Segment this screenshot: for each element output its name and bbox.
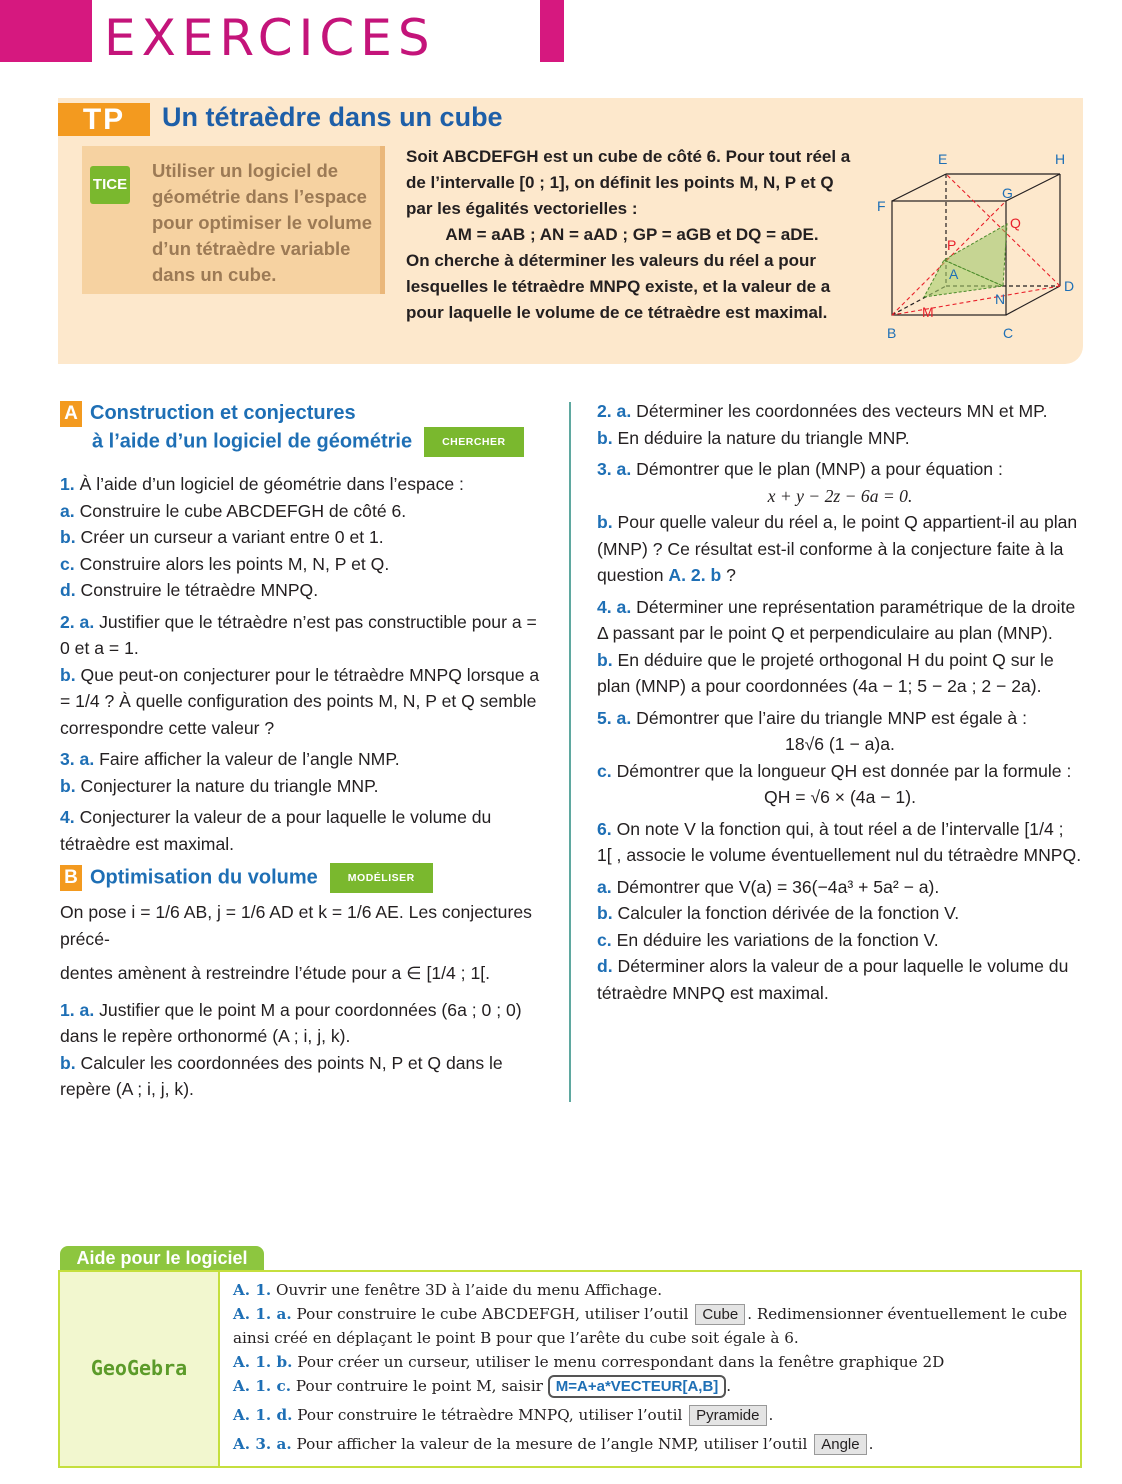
label-E: E <box>938 151 948 167</box>
q-b1b-text: Calculer les coordonnées des points N, P et Q dans le repère (A ; i, j, k). <box>60 1052 503 1099</box>
q-a2b-num: b. <box>60 664 76 685</box>
q-a2b-text: Que peut-on conjecturer pour le tétraèdre MNPQ lorsque a = 1/4 ? À quelle configuration des points M, N, P et Q semble correspondre cette valeur ? <box>60 664 540 738</box>
plane-equation: x + y − 2z − 6a = 0. <box>767 485 913 506</box>
chercher-tag: CHERCHER <box>424 427 524 457</box>
label-F: F <box>877 198 886 214</box>
q-b6c-text: En déduire les variations de la fonction V. <box>616 929 939 950</box>
q-b5c-text: Démontrer que la longueur QH est donnée par la formule : <box>616 760 1072 781</box>
help-text: Pour créer un curseur, utiliser le menu correspondant dans la fenêtre graphique 2D <box>297 1353 945 1371</box>
header-end-bar <box>540 0 564 62</box>
area-formula: 18√6 (1 − a)a. <box>785 734 895 754</box>
q-a3a-text: Faire afficher la valeur de l’angle NMP. <box>99 749 400 769</box>
help-ref: A. 1. c. <box>233 1377 292 1395</box>
q-b3b-end: ? <box>721 565 736 585</box>
q-a1c-text: Construire alors les points M, N, P et Q. <box>79 553 390 574</box>
label-M: M <box>922 304 934 320</box>
q-a3b-num: b. <box>60 775 76 796</box>
q-a2a-num: 2. a. <box>60 611 95 632</box>
q-b2a-num: 2. a. <box>597 401 632 421</box>
q-b3b-num: b. <box>597 512 613 532</box>
cube-figure <box>872 146 1082 346</box>
section-b-intro-2: dentes amènent à restreindre l’étude pour a ∈ [1/4 ; 1[. <box>60 963 491 983</box>
q-b4a-text: Déterminer une représentation paramétrique de la droite Δ passant par le point Q et perpendiculaire au plan (MNP). <box>597 596 1076 643</box>
q-b6-text: On note V la fonction qui, à tout réel a de l’intervalle [1/4 ; 1[ , associe le volume éventuellement nul du tétraèdre MNPQ. <box>597 818 1082 865</box>
q-a4-text: Conjecturer la valeur de a pour laquelle le volume du tétraèdre est maximal. <box>60 807 492 854</box>
q-b5a-num: 5. a. <box>597 707 632 728</box>
section-b-heading <box>60 863 546 893</box>
cube-tool-button[interactable]: Cube <box>695 1304 745 1325</box>
section-b-intro-1: On pose i = 1/6 AB, j = 1/6 AD et k = 1/6 AE. Les conjectures précé- <box>60 902 532 949</box>
q-b6b-num: b. <box>597 903 613 923</box>
tp-badge: TP <box>58 103 150 136</box>
q-b5a-text: Démontrer que l’aire du triangle MNP est égale à : <box>636 707 1027 728</box>
tp-title: Un tétraèdre dans un cube <box>162 102 503 132</box>
q-b6c-num: c. <box>597 929 612 950</box>
help-text: . Redimensionner éventuellement le cube ainsi créé en déplaçant le point B pour que l’arête du cube soit égale à 6. <box>233 1305 1068 1347</box>
help-text: Pour contruire le point M, saisir <box>295 1377 543 1395</box>
q-b6d-text: Déterminer alors la valeur de a pour laquelle le volume du tétraèdre MNPQ est maximal. <box>597 956 1069 1003</box>
left-column <box>60 400 546 1103</box>
header-color-bar <box>0 0 92 62</box>
label-P: P <box>947 237 957 253</box>
section-a-title-line2: à l’aide d’un logiciel de géométrie <box>92 430 413 453</box>
tp-statement <box>406 144 858 326</box>
label-D: D <box>1064 278 1075 294</box>
q-b4b-num: b. <box>597 649 613 670</box>
q-b2b-num: b. <box>597 427 613 448</box>
q-b6a-text: Démontrer que V(a) = 36(−4a³ + 5a² − a). <box>616 876 940 897</box>
help-text: Pour afficher la valeur de la mesure de l’angle NMP, utiliser l’outil <box>296 1435 808 1453</box>
help-text: . <box>726 1377 732 1395</box>
q-b1b-num: b. <box>60 1052 76 1073</box>
q-a1-text: À l’aide d’un logiciel de géométrie dans l’espace : <box>79 474 464 494</box>
label-H: H <box>1055 151 1066 167</box>
label-N: N <box>995 291 1006 307</box>
q-b4b-text: En déduire que le projeté orthogonal H du point Q sur le plan (MNP) a pour coordonnées (4a − 1; 5 − 2a ; 2 − 2a). <box>597 649 1054 696</box>
q-a1-num: 1. <box>60 474 75 494</box>
q-a1a-text: Construire le cube ABCDEFGH de côté 6. <box>79 500 407 521</box>
help-ref: A. 1. b. <box>233 1353 293 1371</box>
help-text: Pour construire le tétraèdre MNPQ, utiliser l’outil <box>297 1406 683 1424</box>
statement-equalities: AM = aAB ; AN = aAD ; GP = aGB et DQ = aDE. <box>445 225 819 244</box>
q-a4-num: 4. <box>60 807 75 827</box>
pyramid-tool-button[interactable]: Pyramide <box>689 1405 766 1426</box>
q-a2a-text: Justifier que le tétraèdre n’est pas constructible pour a = 0 et a = 1. <box>60 611 537 658</box>
q-b1a-text: Justifier que le point M a pour coordonnées (6a ; 0 ; 0) dans le repère orthonormé (A ; i, j, k). <box>60 999 522 1046</box>
section-a-heading <box>60 400 546 427</box>
q-b6d-num: d. <box>597 956 613 976</box>
q-b6a-num: a. <box>597 876 612 897</box>
q-a1d-text: Construire le tétraèdre MNPQ. <box>80 580 319 600</box>
modeliser-tag: MODÉLISER <box>330 863 433 893</box>
q-a1b-text: Créer un curseur a variant entre 0 et 1. <box>80 527 384 547</box>
help-ref: A. 1. a. <box>233 1305 292 1323</box>
q-a1b-num: b. <box>60 527 76 547</box>
section-a-title-line1: Construction et conjectures <box>90 402 356 424</box>
help-tab: Aide pour le logiciel <box>60 1246 264 1270</box>
help-ref: A. 1. <box>233 1281 272 1299</box>
section-a-letter: A <box>60 401 82 427</box>
help-text: Pour construire le cube ABCDEFGH, utiliser l’outil <box>296 1305 689 1323</box>
q-b6-num: 6. <box>597 818 612 839</box>
q-b3a-num: 3. a. <box>597 459 632 479</box>
q-a1c-num: c. <box>60 553 75 574</box>
label-Q: Q <box>1010 215 1021 231</box>
tice-icon: TICE <box>90 166 130 204</box>
tice-objective: Utiliser un logiciel de géométrie dans l’espace pour optimiser le volume d’un tétraèdre variable dans un cube. <box>152 160 372 285</box>
statement-goal: On cherche à déterminer les valeurs du réel a pour lesquelles le tétraèdre MNPQ existe, et la valeur de a pour laquelle le volume de ce tétraèdre est maximal. <box>406 251 831 322</box>
help-text: Ouvrir une fenêtre 3D à l’aide du menu Affichage. <box>276 1281 663 1299</box>
help-text: . <box>768 1406 774 1424</box>
q-b1a-num: 1. a. <box>60 999 95 1020</box>
section-b-title: Optimisation du volume <box>90 866 318 889</box>
label-B: B <box>887 325 897 341</box>
q-b4a-num: 4. a. <box>597 596 632 617</box>
section-a-heading-line2 <box>60 427 546 457</box>
right-column <box>597 398 1083 1006</box>
command-input[interactable]: M=A+a*VECTEUR[A,B] <box>548 1375 727 1398</box>
page-title: EXERCICES <box>104 9 436 67</box>
help-ref: A. 1. d. <box>233 1406 293 1424</box>
label-A: A <box>949 266 959 282</box>
help-text: . <box>868 1435 874 1453</box>
help-instructions <box>233 1278 1073 1456</box>
q-a3b-text: Conjecturer la nature du triangle MNP. <box>80 775 379 796</box>
q-b3a-text: Démontrer que le plan (MNP) a pour équation : <box>636 459 1003 479</box>
column-divider <box>569 402 571 1102</box>
label-G: G <box>1002 185 1013 201</box>
statement-intro: Soit ABCDEFGH est un cube de côté 6. Pour tout réel a de l’intervalle [0 ; 1], on définit les points M, N, P et Q par les égalités vectorielles : <box>406 147 851 218</box>
q-b3b-ref: A. 2. b <box>668 565 722 585</box>
q-a1a-num: a. <box>60 500 75 521</box>
qh-formula: QH = √6 × (4a − 1). <box>764 787 916 807</box>
label-C: C <box>1003 325 1014 341</box>
q-b2b-text: En déduire la nature du triangle MNP. <box>617 427 910 448</box>
help-software-name: GeoGebra <box>90 1356 188 1380</box>
angle-tool-button[interactable]: Angle <box>814 1434 866 1455</box>
q-b3b-text: Pour quelle valeur du réel a, le point Q appartient-il au plan (MNP) ? Ce résultat est-il conforme à la conjecture faite à la question <box>597 512 1078 585</box>
q-b5c-num: c. <box>597 760 612 781</box>
help-ref: A. 3. a. <box>233 1435 292 1453</box>
q-b6b-text: Calculer la fonction dérivée de la fonction V. <box>617 903 960 923</box>
q-a3a-num: 3. a. <box>60 749 95 769</box>
q-b2a-text: Déterminer les coordonnées des vecteurs MN et MP. <box>636 401 1048 421</box>
q-a1d-num: d. <box>60 580 76 600</box>
section-b-letter: B <box>60 865 82 891</box>
